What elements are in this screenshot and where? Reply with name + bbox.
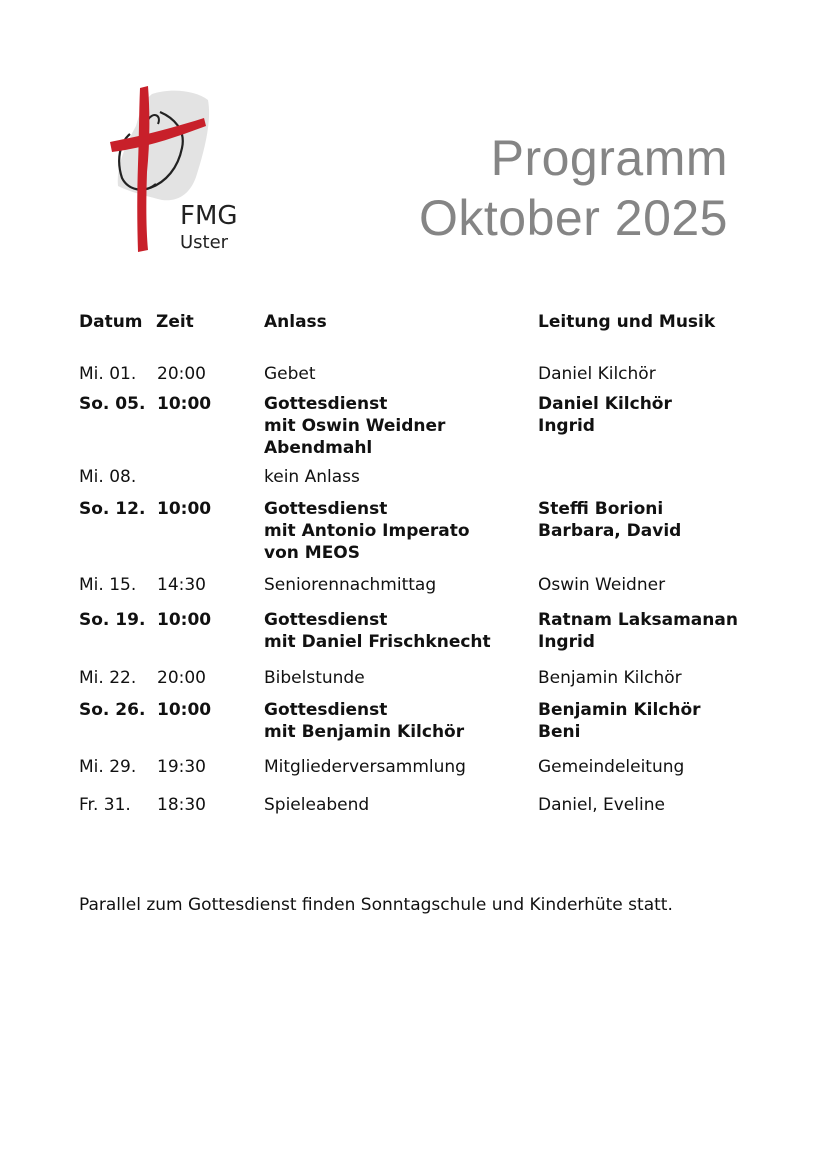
logo-text-main: FMG	[180, 201, 238, 231]
event-time: 20:00	[157, 364, 206, 384]
column-header-leitung: Leitung und Musik	[538, 312, 716, 332]
event-anlass	[264, 393, 445, 459]
event-anlass-line: Gottesdienst	[264, 394, 388, 414]
footer-note: Parallel zum Gottesdienst finden Sonntagschule und Kinderhüte statt.	[79, 895, 673, 915]
event-leitung	[538, 609, 738, 653]
event-time: 14:30	[157, 575, 206, 595]
event-anlass-line: mit Daniel Frischknecht	[264, 632, 491, 652]
event-date: So. 19.	[79, 610, 146, 630]
event-leitung	[538, 498, 681, 542]
event-anlass	[264, 574, 436, 596]
page-title	[419, 128, 728, 248]
event-time: 19:30	[157, 757, 206, 777]
event-time: 10:00	[157, 700, 212, 720]
title-line-2: Oktober 2025	[419, 190, 728, 246]
event-leitung-line: Benjamin Kilchör	[538, 668, 682, 688]
event-date: Mi. 08.	[79, 467, 137, 487]
event-leitung	[538, 794, 665, 816]
event-leitung-line: Beni	[538, 722, 581, 742]
event-anlass	[264, 667, 365, 689]
event-leitung-line: Barbara, David	[538, 521, 682, 541]
event-anlass-line: kein Anlass	[264, 467, 360, 487]
event-anlass-line: Gottesdienst	[264, 610, 388, 630]
fmg-uster-logo	[100, 82, 260, 262]
event-time: 20:00	[157, 668, 206, 688]
event-anlass-line: Gottesdienst	[264, 499, 388, 519]
event-anlass-line: Seniorennachmittag	[264, 575, 437, 595]
event-anlass-line: Abendmahl	[264, 438, 373, 458]
event-leitung-line: Daniel Kilchör	[538, 364, 656, 384]
event-anlass-line: Gebet	[264, 364, 316, 384]
event-leitung	[538, 756, 684, 778]
event-time: 10:00	[157, 499, 212, 519]
column-header-zeit: Zeit	[156, 312, 194, 332]
event-anlass	[264, 498, 470, 564]
event-leitung-line: Daniel Kilchör	[538, 394, 672, 414]
event-time: 18:30	[157, 795, 206, 815]
event-anlass	[264, 466, 360, 488]
event-date: Mi. 22.	[79, 668, 137, 688]
logo-text-sub: Uster	[180, 232, 229, 253]
event-anlass-line: Spieleabend	[264, 795, 370, 815]
event-leitung	[538, 363, 656, 385]
column-header-datum: Datum	[79, 312, 143, 332]
event-anlass	[264, 699, 464, 743]
event-anlass-line: mit Oswin Weidner	[264, 416, 446, 436]
event-anlass-line: Bibelstunde	[264, 668, 365, 688]
event-date: Mi. 15.	[79, 575, 137, 595]
event-anlass-line: mit Benjamin Kilchör	[264, 722, 465, 742]
event-anlass-line: Mitgliederversammlung	[264, 757, 466, 777]
event-anlass-line: mit Antonio Imperato	[264, 521, 470, 541]
event-date: So. 12.	[79, 499, 146, 519]
event-leitung-line: Ratnam Laksamanan	[538, 610, 738, 630]
event-leitung-line: Daniel, Eveline	[538, 795, 665, 815]
event-anlass	[264, 756, 466, 778]
event-leitung	[538, 574, 665, 596]
event-leitung-line: Gemeindeleitung	[538, 757, 685, 777]
event-leitung	[538, 393, 672, 437]
event-leitung-line: Oswin Weidner	[538, 575, 666, 595]
cross-logo-icon	[100, 82, 260, 262]
event-anlass	[264, 794, 369, 816]
event-leitung-line: Steffi Borioni	[538, 499, 664, 519]
event-anlass-line: von MEOS	[264, 543, 361, 563]
event-time: 10:00	[157, 394, 212, 414]
title-line-1: Programm	[490, 130, 728, 186]
event-leitung	[538, 667, 682, 689]
event-leitung-line: Ingrid	[538, 632, 595, 652]
event-anlass	[264, 363, 316, 385]
event-date: Mi. 01.	[79, 364, 137, 384]
event-date: Fr. 31.	[79, 795, 131, 815]
event-date: So. 26.	[79, 700, 146, 720]
event-leitung	[538, 699, 701, 743]
column-header-anlass: Anlass	[264, 312, 327, 332]
event-leitung-line: Benjamin Kilchör	[538, 700, 701, 720]
event-time: 10:00	[157, 610, 212, 630]
event-anlass-line: Gottesdienst	[264, 700, 388, 720]
event-date: So. 05.	[79, 394, 146, 414]
event-date: Mi. 29.	[79, 757, 137, 777]
event-anlass	[264, 609, 491, 653]
event-leitung-line: Ingrid	[538, 416, 595, 436]
